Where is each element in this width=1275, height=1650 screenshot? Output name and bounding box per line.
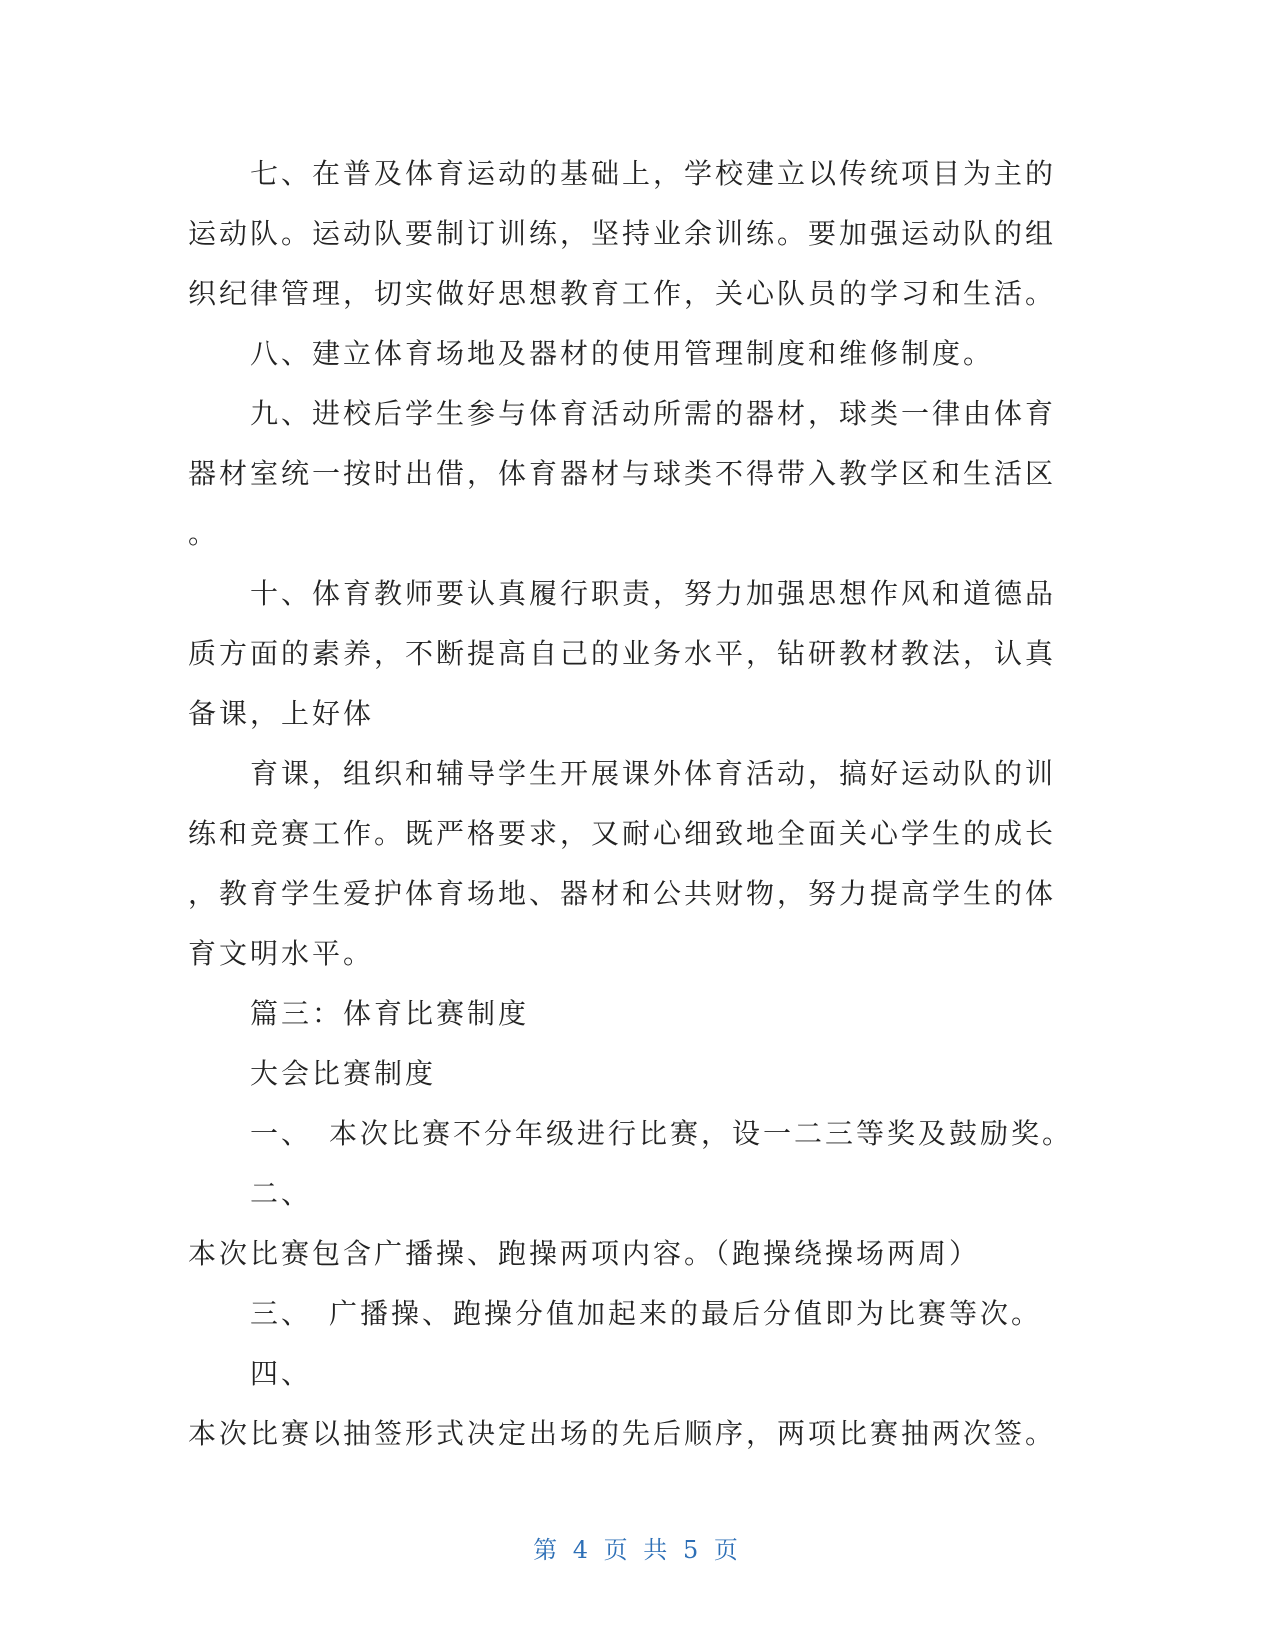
text-line: 十、体育教师要认真履行职责，努力加强思想作风和道德品 <box>250 577 1057 610</box>
text-line: 二、 <box>250 1177 313 1210</box>
text-line: 八、建立体育场地及器材的使用管理制度和维修制度。 <box>250 337 995 370</box>
page-number-footer: 第 4 页 共 5 页 <box>533 1536 742 1564</box>
text-line: 运动队。运动队要制订训练，坚持业余训练。要加强运动队的组 <box>188 217 1057 250</box>
text-line: 备课，上好体 <box>188 697 375 730</box>
text-line: 质方面的素养，不断提高自己的业务水平，钻研教材教法，认真 <box>188 637 1057 670</box>
text-line: 育课，组织和辅导学生开展课外体育活动，搞好运动队的训 <box>250 757 1057 790</box>
text-line: 育文明水平。 <box>188 937 375 970</box>
text-line: 。 <box>188 517 220 550</box>
text-line: 三、 广播操、跑操分值加起来的最后分值即为比赛等次。 <box>250 1297 1043 1330</box>
text-line: 九、进校后学生参与体育活动所需的器材，球类一律由体育 <box>250 397 1057 430</box>
text-line: 本次比赛包含广播操、跑操两项内容。（跑操绕操场两周） <box>188 1237 981 1270</box>
text-line: 篇三：体育比赛制度 <box>250 997 530 1030</box>
text-line: 一、 本次比赛不分年级进行比赛，设一二三等奖及鼓励奖。 <box>250 1117 1074 1150</box>
text-line: 练和竞赛工作。既严格要求，又耐心细致地全面关心学生的成长 <box>188 817 1057 850</box>
text-line: 织纪律管理，切实做好思想教育工作，关心队员的学习和生活。 <box>188 277 1057 310</box>
text-line: ，教育学生爱护体育场地、器材和公共财物，努力提高学生的体 <box>188 877 1057 910</box>
text-line: 四、 <box>250 1357 313 1390</box>
text-line: 大会比赛制度 <box>250 1057 437 1090</box>
text-line: 器材室统一按时出借，体育器材与球类不得带入教学区和生活区 <box>188 457 1057 490</box>
document-body <box>188 144 1074 1464</box>
text-line: 七、在普及体育运动的基础上，学校建立以传统项目为主的 <box>250 157 1057 190</box>
text-line: 本次比赛以抽签形式决定出场的先后顺序，两项比赛抽两次签。 <box>188 1417 1057 1450</box>
